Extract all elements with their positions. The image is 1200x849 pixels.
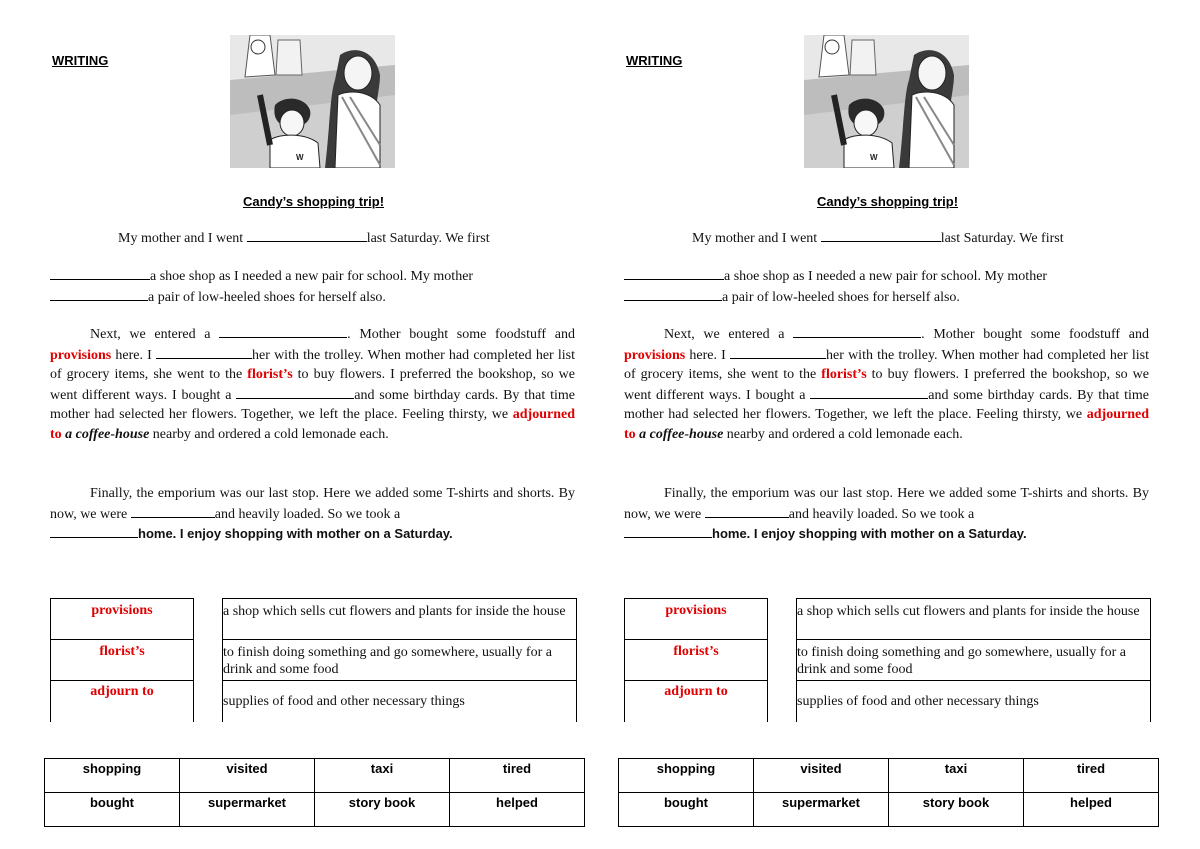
blank-3[interactable] xyxy=(624,287,722,301)
word-cell: supermarket xyxy=(754,793,889,827)
word-cell: taxi xyxy=(889,759,1024,793)
illustration-image xyxy=(230,35,395,168)
table-row xyxy=(619,793,1159,827)
blank-7[interactable] xyxy=(705,504,789,518)
divider xyxy=(624,598,768,599)
blank-7[interactable] xyxy=(131,504,215,518)
blank-4[interactable] xyxy=(793,324,921,338)
vocab-term: adjourn to xyxy=(664,684,728,699)
paragraph-3: Next, we entered a . Mother bought some foodstuff and provisions here. I her with the trolley. When mother had completed her list of grocery items, she went to the florist’s to buy flowers. I preferred the bookshop, so we went different ways. I bought a and some birthday cards. By that time mother had selected her flowers. Together, we left the place. Feeling thirsty, we adjourned to a coffee-house nearby and ordered a cold lemonade each. xyxy=(624,324,1149,444)
vocabulary-table xyxy=(624,598,1151,722)
word-cell: helped xyxy=(450,793,585,827)
divider xyxy=(797,639,1151,640)
vocab-term: provisions xyxy=(91,603,153,618)
blank-1[interactable] xyxy=(821,228,941,242)
illustration-image xyxy=(804,35,969,168)
vocab-definition: a shop which sells cut flowers and plants for inside the house xyxy=(223,604,566,619)
word-cell: shopping xyxy=(45,759,180,793)
blank-3[interactable] xyxy=(50,287,148,301)
divider xyxy=(50,680,194,681)
divider xyxy=(223,680,577,681)
word-cell: visited xyxy=(754,759,889,793)
blank-4[interactable] xyxy=(219,324,347,338)
blank-5[interactable] xyxy=(156,345,252,359)
word-cell: story book xyxy=(889,793,1024,827)
divider xyxy=(50,639,194,640)
vocabulary-table xyxy=(50,598,577,722)
paragraph-3: Next, we entered a . Mother bought some foodstuff and provisions here. I her with the trolley. When mother had completed her list of grocery items, she went to the florist’s to buy flowers. I preferred the bookshop, so we went different ways. I bought a and some birthday cards. By that time mother had selected her flowers. Together, we left the place. Feeling thirsty, we adjourned to a coffee-house nearby and ordered a cold lemonade each. xyxy=(50,324,575,444)
blank-2[interactable] xyxy=(50,266,150,280)
word-cell: shopping xyxy=(619,759,754,793)
word-cell: tired xyxy=(1024,759,1159,793)
svg-text:W: W xyxy=(870,153,878,162)
blank-1[interactable] xyxy=(247,228,367,242)
vocab-definition: supplies of food and other necessary things xyxy=(223,694,465,709)
divider xyxy=(223,639,577,640)
divider xyxy=(50,598,194,599)
word-bank xyxy=(44,758,585,827)
worksheet-right xyxy=(624,0,1184,849)
paragraph-2: a shoe shop as I needed a new pair for school. My mother a pair of low-heeled shoes for herself also. xyxy=(624,266,1149,307)
blank-5[interactable] xyxy=(730,345,826,359)
paragraph-1: My mother and I went last Saturday. We first xyxy=(50,228,575,249)
divider xyxy=(624,639,768,640)
paragraph-4: Finally, the emporium was our last stop. Here we added some T-shirts and shorts. By now, we were and heavily loaded. So we took a home. I enjoy shopping with mother on a Saturday. xyxy=(624,486,1149,541)
blank-8[interactable] xyxy=(624,524,712,538)
blank-8[interactable] xyxy=(50,524,138,538)
vocab-definition: a shop which sells cut flowers and plants for inside the house xyxy=(797,604,1140,619)
heading: WRITING xyxy=(52,53,109,68)
table-row xyxy=(619,759,1159,793)
worksheet-left xyxy=(50,0,610,849)
vocab-definition: supplies of food and other necessary things xyxy=(797,694,1039,709)
paragraph-2: a shoe shop as I needed a new pair for school. My mother a pair of low-heeled shoes for herself also. xyxy=(50,266,575,307)
blank-6[interactable] xyxy=(236,385,354,399)
table-row xyxy=(45,793,585,827)
word-cell: supermarket xyxy=(180,793,315,827)
table-row xyxy=(45,759,585,793)
divider xyxy=(797,598,1151,599)
word-cell: bought xyxy=(619,793,754,827)
divider xyxy=(576,598,577,722)
vocab-definition: to finish doing something and go somewhere, usually for a drink and some food xyxy=(797,645,1126,677)
vocab-term: adjourn to xyxy=(90,684,154,699)
story-title: Candy’s shopping trip! xyxy=(242,194,385,209)
divider xyxy=(624,680,768,681)
divider xyxy=(223,598,577,599)
paragraph-1: My mother and I went last Saturday. We first xyxy=(624,228,1149,249)
blank-6[interactable] xyxy=(810,385,928,399)
svg-text:W: W xyxy=(296,153,304,162)
blank-2[interactable] xyxy=(624,266,724,280)
story-title: Candy’s shopping trip! xyxy=(816,194,959,209)
vocab-term: florist’s xyxy=(673,644,719,659)
word-cell: tired xyxy=(450,759,585,793)
word-cell: taxi xyxy=(315,759,450,793)
divider xyxy=(1150,598,1151,722)
heading: WRITING xyxy=(626,53,683,68)
word-bank xyxy=(618,758,1159,827)
vocab-definition: to finish doing something and go somewhere, usually for a drink and some food xyxy=(223,645,552,677)
word-cell: story book xyxy=(315,793,450,827)
word-cell: visited xyxy=(180,759,315,793)
word-cell: bought xyxy=(45,793,180,827)
divider xyxy=(797,680,1151,681)
vocab-term: florist’s xyxy=(99,644,145,659)
word-cell: helped xyxy=(1024,793,1159,827)
paragraph-4: Finally, the emporium was our last stop. Here we added some T-shirts and shorts. By now, we were and heavily loaded. So we took a home. I enjoy shopping with mother on a Saturday. xyxy=(50,486,575,541)
vocab-term: provisions xyxy=(665,603,727,618)
